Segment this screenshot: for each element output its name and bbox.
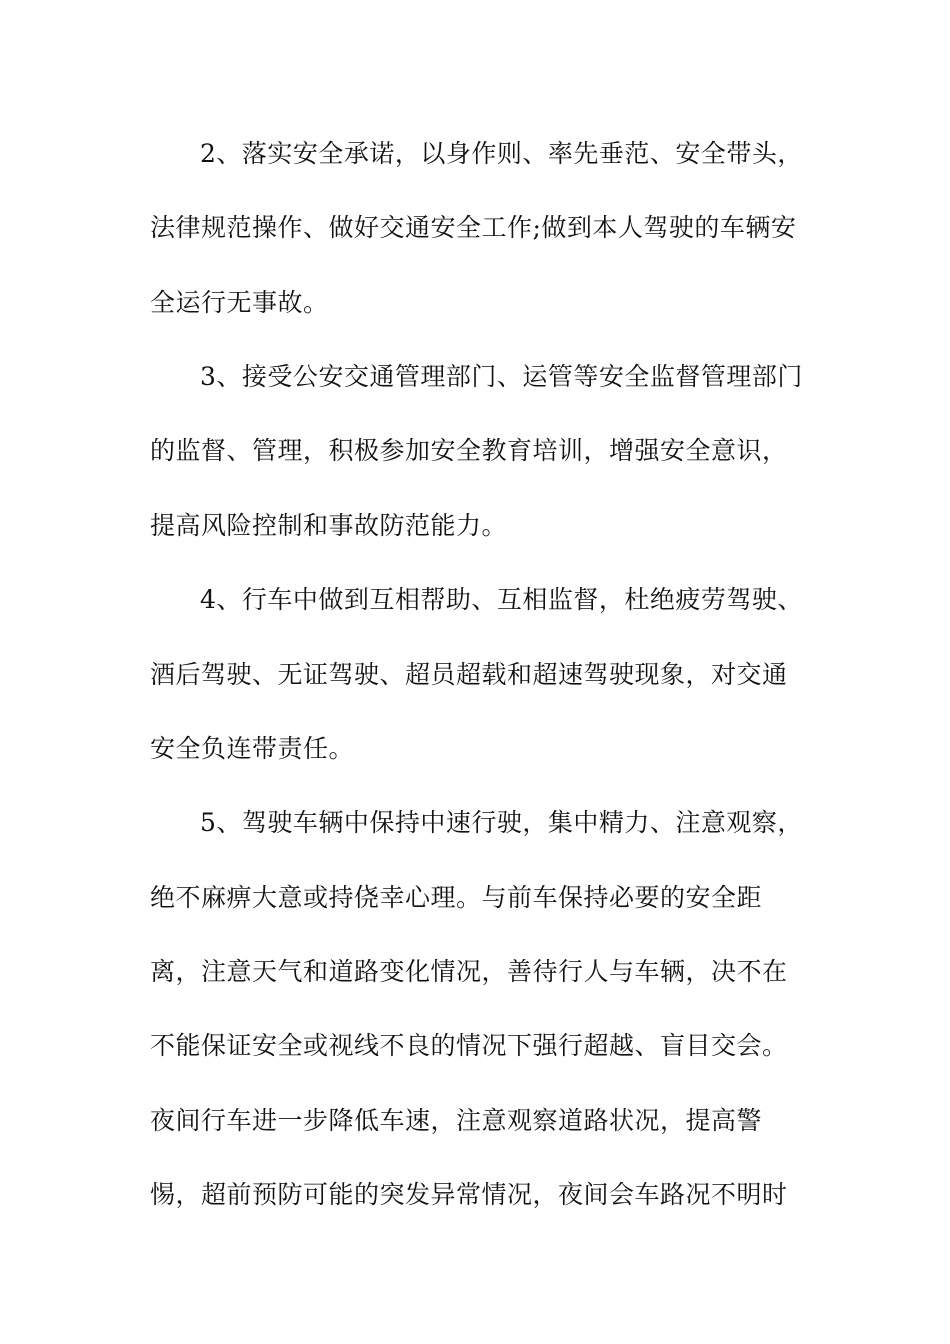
text-line: 法律规范操作、做好交通安全工作;做到本人驾驶的车辆安 — [150, 213, 797, 242]
text-line: 全运行无事故。 — [150, 288, 329, 317]
text-line: 4、行车中做到互相帮助、互相监督，杜绝疲劳驾驶、 — [200, 585, 803, 614]
text-line: 不能保证安全或视线不良的情况下强行超越、盲目交会。 — [150, 1031, 788, 1060]
text-line: 酒后驾驶、无证驾驶、超员超载和超速驾驶现象，对交通 — [150, 660, 788, 689]
text-line: 的监督、管理，积极参加安全教育培训，增强安全意识， — [150, 436, 788, 465]
text-line: 惕，超前预防可能的突发异常情况，夜间会车路况不明时 — [150, 1180, 788, 1209]
text-line: 3、接受公安交通管理部门、运管等安全监督管理部门 — [200, 362, 803, 391]
text-line: 离，注意天气和道路变化情况，善待行人与车辆，决不在 — [150, 957, 788, 986]
text-line: 5、驾驶车辆中保持中速行驶，集中精力、注意观察， — [200, 808, 803, 837]
text-line: 绝不麻痹大意或持侥幸心理。与前车保持必要的安全距 — [150, 883, 763, 912]
text-line: 安全负连带责任。 — [150, 734, 355, 763]
text-line: 夜间行车进一步降低车速，注意观察道路状况，提高警 — [150, 1106, 763, 1135]
text-line: 提高风险控制和事故防范能力。 — [150, 511, 508, 540]
text-line: 2、落实安全承诺，以身作则、率先垂范、安全带头， — [200, 139, 803, 168]
